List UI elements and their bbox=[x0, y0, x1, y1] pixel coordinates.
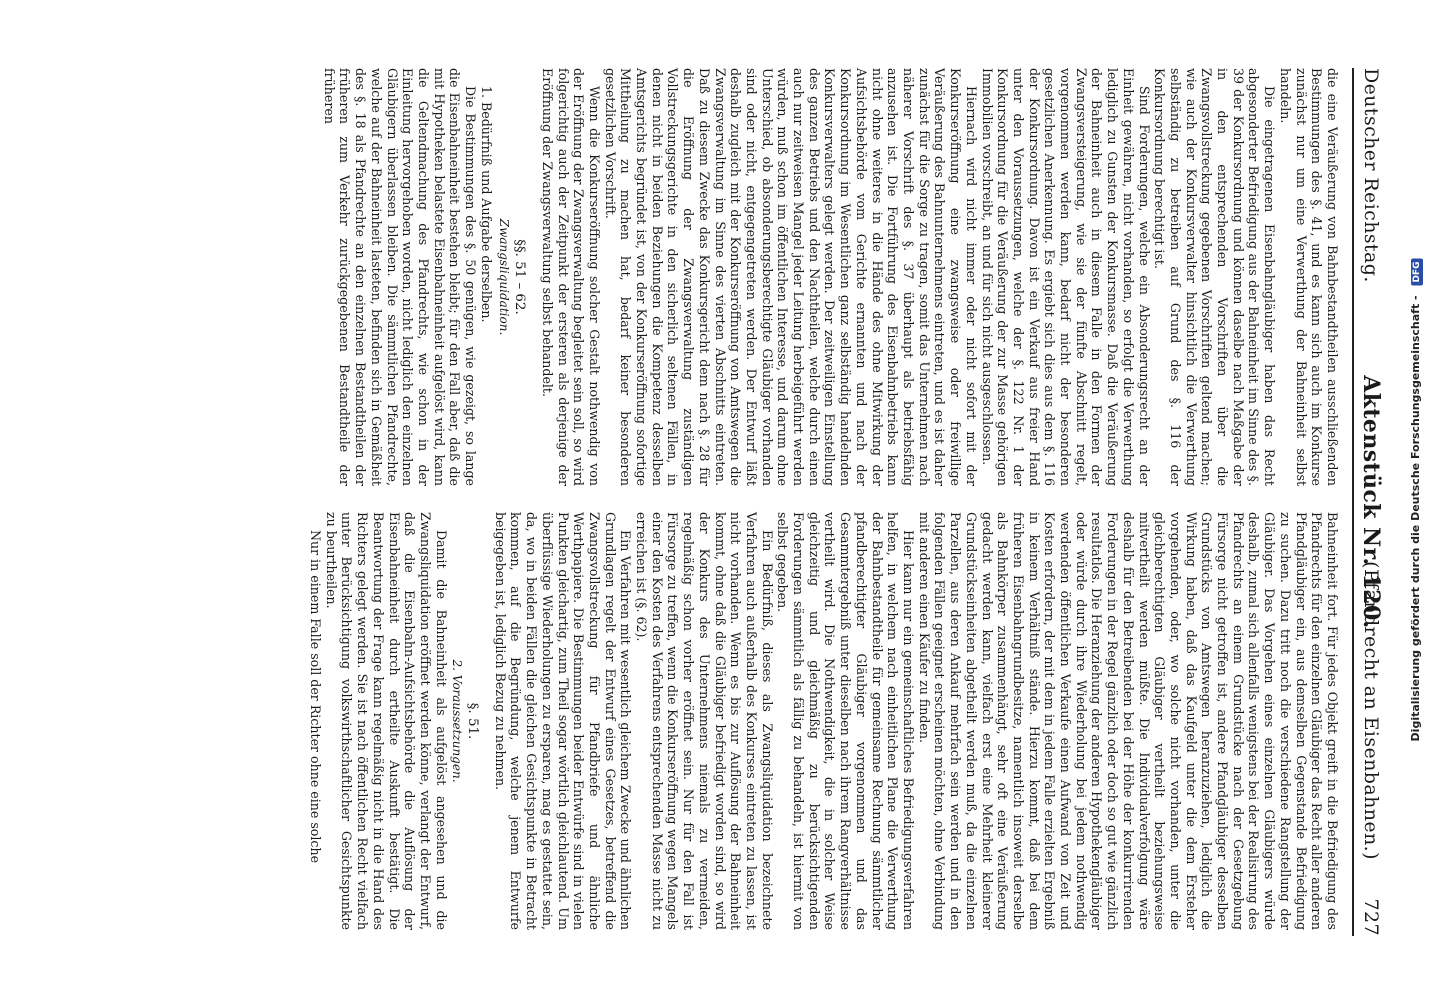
paragraph: Die eingetragenen Eisenbahngläubiger haben das Recht abgesonderter Befriedigung aus der Bahneinheit im Sinne des §. 39 der Konkursordnung und können daselbe nach Maßgabe der in den entsprechenden Vorschriften über die Zwangsvollstreckung gegebenen Vorschriften geltend machen; wie auch der Konkursverwalter hinsichtlich die Verwerthung selbständig zu betreiben auf Grund des §. 116 der Konkursordnung berechtigt ist. bbox=[1152, 68, 1278, 486]
credit-text: Digitalisierung gefördert durch die Deutsche Forschungsgemeinschaft - bbox=[1409, 295, 1422, 742]
section-heading: §. 51. bbox=[465, 702, 481, 740]
header-topic: (Pfandrecht an Eisenbahnen.) bbox=[1360, 561, 1382, 860]
section-subheading: Zwangsliquidation. bbox=[497, 218, 512, 336]
header-publication-title: Deutscher Reichstag. bbox=[1360, 68, 1382, 283]
header-right bbox=[1360, 561, 1382, 936]
paragraph: Wenn die Konkurseröffnung solcher Gestalt nothwendig von der Eröffnung der Zwangsverwaltung begleitet sein soll, so wird folgerichtig auch der Zeitpunkt der ersteren als derjenige der Eröffnung der Zwangsverwaltung selbst behandelt. bbox=[539, 68, 602, 486]
page-number: 727 bbox=[1360, 898, 1382, 936]
header-document-number: Aktenstück Nr. 120. bbox=[1358, 375, 1384, 629]
paragraph: Bahneinheit fort. Für jedes Objekt greift in die Befriedigung des Pfandrechts für den einzelnen Gläubiger das Recht aller anderen Pfandgläubiger ein, aus demselben Gegenstande Befriedigung zu suchen. Dazu tritt noch die verschiedene Rangstellung der Gläubiger. Das Vorgehen eines einzelnen Gläubigers würde deshalb, zumal sich allenfalls wenigstens bei der Realisirung des Pfandrechts an einem Grundstücke nach der Gesetzgebung Fürsorge nicht getroffen ist, andere Pfandgläubiger desselben Grundstücks von Amtswegen heranzuziehen, lediglich die Wirkung haben, daß das Kaufgeld unter die dem Ersteher vorgehenden, oder, wo solche nicht vorhanden, unter die gleichberechtigten Gläubiger vertheilt beziehungsweise mitvertheilt werden müßte. Die Individualverfolgung wäre deshalb für den Betreibenden bei der Höhe der konkurrirenden Forderungen in der Regel gänzlich oder doch so gut wie gänzlich resultatlos. Die Heranziehung der anderen Hypothekengläubiger oder würde durch ihre Wiederholung bei jedem nothwendig werdenden öffentlichen Verkaufe einen Aufwand von Zeit und Kosten erfordern, der mit dem in jedem Falle erzielten Ergebniß in keinem Verhältniß stände. Hierzu kommt, daß bei dem früheren Eisenbahngrundbesitze, namentlich insoweit derselbe als Bahnkörper zusammenhängt, sehr oft eine Veräußerung gedacht werden kann, vielfach erst eine Mehrheit kleinerer Grundstückseinheiten abgetheilt werden muß, da die einzelnen Parzellen, aus deren Ankauf mehrfach sein werden und in den folgenden Fällen geeignet erscheinen möchten, ohne Verbindung mit anderen einen Käufer zu finden. bbox=[916, 512, 1340, 930]
right-text-column bbox=[307, 512, 1340, 930]
digitization-credit bbox=[1409, 259, 1423, 742]
paragraph: Die Bestimmungen des §. 50 genügen, wie gezeigt, so lange die Eisenbahneinheit bestehen bleibt; für den Fall aber, daß die mit Hypotheken belastete Eisenbahneinheit aufgelöst wird, kann die Geltendmachung des Pfandrechts, wie schon in der Einleitung hervorgehoben worden, nicht lediglich den einzelnen Gläubigern überlassen bleiben. Die sämmtlichen Pfandrechte, welche auf der Bahneinheit lasteten, befinden sich in Gemäßheit des §. 18 als Pfandrechte an den einzelnen Bestandtheilen der früheren zum Verkehr zurückgegebenen Bestandtheile der früheren bbox=[321, 68, 479, 486]
paragraph: Damit die Bahneinheit als aufgelöst angesehen und die Zwangsliquidation eröffnet werden könne, verlangt der Entwurf, daß die Eisenbahn-Aufsichtsbehörde die Auflösung der Eisenbahneinheit durch ertheilte Auskunft bestätigt. Die Beantwortung der Frage kann regelmäßig nicht in die Hand des Richters gelegt werden. Sie ist nach öffentlichen Recht vielfach unter Berücksichtigung volkswirthschaftlicher Gesichtspunkte zu beurtheilen. bbox=[323, 512, 449, 930]
left-text-column bbox=[321, 68, 1340, 486]
paragraph: Ein Verfahren mit wesentlich gleichem Zwecke und ähnlichen Grundlagen regelt der Entwurf eines Gesetzes, betreffend die Zwangsvollstreckung für Pfandbriefe und ähnliche Werthpapiere. Die Bestimmungen beider Entwürfe sind in vielen Punkten gleichartig, zum Theil sogar wörtlich gleichlautend. Um überflüssige Wiederholungen zu ersparen, mag es gestattet sein, da, wo in beiden Fällen die gleichen Gesichtspunkte in Betracht kommen, auf die Begründung, welche jenem Entwurfe beigegeben ist, lediglich Bezug zu nehmen. bbox=[492, 512, 634, 930]
page-header bbox=[1352, 68, 1388, 936]
paragraph: Hiernach wird nicht immer oder nicht sofort mit der Konkurseröffnung eine zwangsweise oder freiwillige Veräußerung des Bahnunternehmens eintreten, und es ist daher zunächst für die Sorge zu tragen, somit das Unternehmen nach näherer Vorschrift des §. 37 überhaupt als betriebsfähig anzusehen ist. Die Fortführung des Eisenbahnbetriebs kann nicht ohne weiteres in die Hände des ohne Mitwirkung der Aufsichtsbehörde vom Gerichte ernannten und nach der Konkursordnung im Wesentlichen ganz selbständig handelnden Konkursverwalters gelegt werden. Der zeitweiligen Einstellung des ganzen Betriebs und den Nachtheilen, welche durch einen auch nur zeitweisen Mangel jeder Leitung herbeigeführt werden würden, muß schon im öffentlichen Interesse, und darum ohne Unterschied, ob absonderungsberechtigte Gläubiger vorhanden sind oder nicht, entgegengetreten werden. Der Entwurf läßt deshalb zugleich mit der Konkurseröffnung von Amtswegen die Zwangsverwaltung im Sinne des vierten Abschnitts eintreten. Daß zu diesem Zwecke das Konkursgericht dem nach §. 28 für die Eröffnung der Zwangsverwaltung zuständigen Vollstreckungsgerichte in den sicherlich seltenen Fällen, in denen nicht in beiden Beziehungen die Kompetenz desselben Amtsgerichts begründet ist, von der Konkurseröffnung sofortige Mittheilung zu machen hat, bedarf keiner besonderen gesetzlichen Vorschrift. bbox=[602, 68, 979, 486]
paragraph: Hier kann nur ein gemeinschaftliches Befriedigungsverfahren helfen, in welchem nach einheitlichen Plane die Verwerthung der Bahnbestandtheile für gemeinsame Rechnung sämmtlicher pfandberechtigter Gläubiger vorgenommen und das Gesammtergebniß unter dieselben nach ihrem Rangverhältnisse vertheilt wird. Die Nothwendigkeit, die in solcher Weise gleichzeitig und gleichmäßig zu berücksichtigenden Forderungen sämmtlich als fällig zu behandeln, ist hiermit von selbst gegeben. bbox=[775, 512, 917, 930]
subsection-title: 1. Bedürfniß und Aufgabe derselben. bbox=[478, 86, 494, 323]
paragraph: Nur in einem Falle soll der Richter ohne eine solche bbox=[308, 530, 323, 864]
paragraph: Sind Forderungen, welche ein Absonderungsrecht an der Einheit gewähren, nicht vorhanden, so erfolgt die Verwerthung lediglich zu Gunsten der Konkursmasse. Daß die Veräußerung der Bahneinheit auch in diesem Falle in den Formen der Zwangsversteigerung, wie sie der fünfte Abschnitt regelt, vorgenommen werden kann, bedarf nicht der besonderen gesetzlichen Anerkennung. Es ergiebt sich dies aus dem §. 116 der Konkursordnung. Davon ist ein Verkauf aus freier Hand unter den Voraussetzungen, welche der §. 122 Nr. 1 der Konkursordnung für die Veräußerung der zur Masse gehörigen Immobilien vorschreibt, an und für sich nicht ausgeschlossen. bbox=[979, 68, 1152, 486]
rotated-page bbox=[30, 30, 1402, 970]
section-heading: §§. 51 – 62. bbox=[512, 239, 528, 315]
section-subheading: 2. Voraussetzungen. bbox=[450, 659, 465, 783]
dfg-logo-badge: DFG bbox=[1411, 259, 1423, 286]
paragraph: Ein Bedürfniß, dieses als Zwangsliquidation bezeichnete Verfahren auch außerhalb des Konkurses eintreten zu lassen, ist nicht vorhanden. Wenn es bis zur Auflösung der Bahneinheit kommt, ohne daß die Gläubiger befriedigt worden sind, so wird der Konkurs des Unternehmens niemals zu vermeiden, regelmäßig schon vorher eröffnet sein. Nur für den Fall ist Fürsorge zu treffen, wenn die Konkurseröffnung wegen Mangels einer den Kosten des Verfahrens entsprechenden Masse nicht zu erreichen ist (§. 62). bbox=[634, 512, 775, 930]
paragraph: die eine Veräußerung von Bahnbestandtheilen ausschließenden Bestimmungen des §. 41, und es kann sich auch im Konkurse zunächst nur um eine Verwerthung der Bahneinheit selbst handeln. bbox=[1277, 68, 1340, 486]
